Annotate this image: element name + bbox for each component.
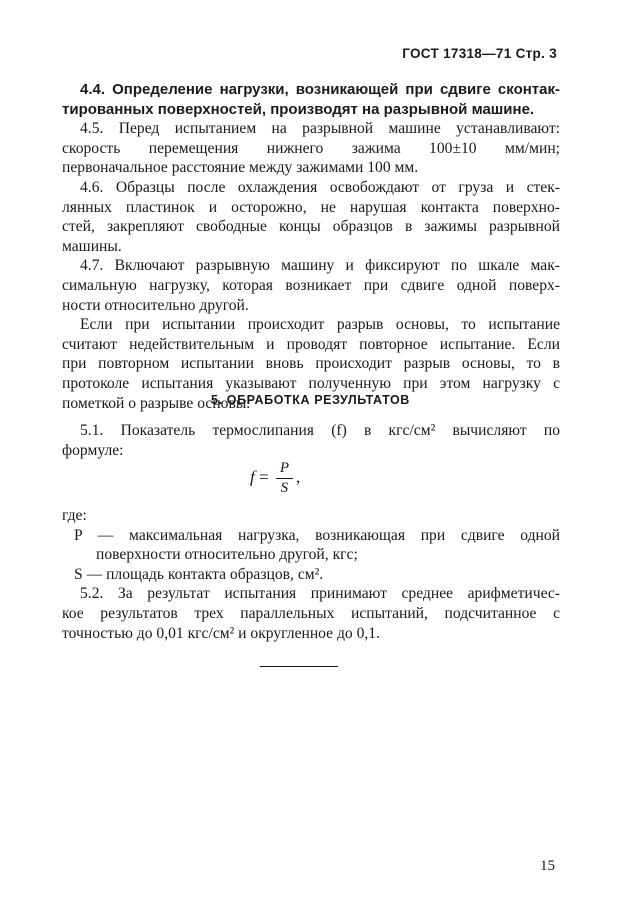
text-line: 4.7. Включают разрывную машину и фиксируют по шкале мак- xyxy=(80,257,560,275)
text-line: 4.6. Образцы после охлаждения освобождают от груза и стек- xyxy=(80,178,560,196)
text-line: 5.1. Показатель термослипания (f) в кгс/см² вычисляют по xyxy=(80,422,560,439)
formula-fraction xyxy=(276,460,293,497)
text-line: первоначальное расстояние между зажимами 100 мм. xyxy=(62,159,419,177)
formula-lhs: f xyxy=(250,467,255,487)
text-line: симальную нагрузку, которая возникает при сдвиге одной поверх- xyxy=(62,276,560,294)
section-4-text xyxy=(62,80,560,413)
text-line: формуле: xyxy=(62,441,124,459)
formula-equals: = xyxy=(258,467,269,487)
section-5-title: 5. ОБРАБОТКА РЕЗУЛЬТАТОВ xyxy=(211,393,410,407)
page-header: ГОСТ 17318—71 Стр. 3 xyxy=(402,46,557,61)
text-line: стей, закрепляют свободные концы образцов в зажимы разрывной xyxy=(62,218,560,236)
section-5-intro xyxy=(62,421,560,460)
text-line: P — максимальная нагрузка, возникающая при сдвиге одной xyxy=(74,526,560,544)
formula-denominator: S xyxy=(280,480,289,496)
text-line: пометкой о разрыве основы. xyxy=(62,394,251,412)
text-line: при повторном испытании вновь происходит разрыв основы, то в xyxy=(62,355,560,373)
formula-tail: , xyxy=(296,467,301,487)
text-line: S — площадь контакта образцов, см². xyxy=(74,565,324,583)
text-line: лянных пластинок и осторожно, не нарушая контакта поверхно- xyxy=(62,198,560,216)
text-line: точностью до 0,01 кгс/см² и округленное до 0,1. xyxy=(62,624,381,642)
text-line: 5.2. За результат испытания принимают среднее арифметичес- xyxy=(80,585,560,603)
text-line: 4.4. Определение нагрузки, возникающей при сдвиге сконтак- xyxy=(80,81,560,98)
text-line: машины. xyxy=(62,237,122,255)
formula-numerator: P xyxy=(276,460,293,479)
text-line: где: xyxy=(62,507,87,524)
text-line: 4.5. Перед испытанием на разрывной машине устанавливают: xyxy=(80,120,560,138)
page-number: 15 xyxy=(540,858,555,874)
end-rule xyxy=(260,666,338,667)
text-line: ности относительно другой. xyxy=(62,296,249,314)
text-line: Если при испытании происходит разрыв основы, то испытание xyxy=(80,316,560,334)
text-line: поверхности относительно другой, кгс; xyxy=(96,546,358,564)
text-line: тированных поверхностей, производят на разрывной машине. xyxy=(62,100,535,118)
text-line: кое результатов трех параллельных испытаний, подсчитанное с xyxy=(62,604,560,622)
text-line: скорость перемещения нижнего зажима 100±10 мм/мин; xyxy=(62,139,560,157)
text-line: протоколе испытания указывают полученную при этом нагрузку с xyxy=(62,374,560,392)
text-line: считают недействительным и проводят повторное испытание. Если xyxy=(62,335,560,353)
section-5-definitions xyxy=(62,506,560,643)
formula xyxy=(250,460,300,497)
